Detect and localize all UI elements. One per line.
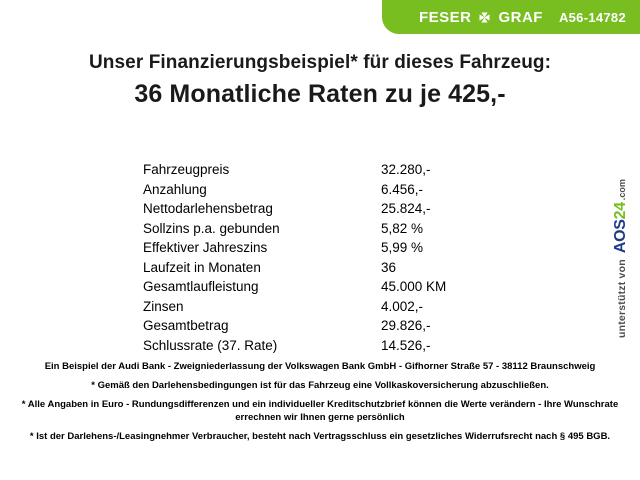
table-row [143,297,523,317]
clover-icon [477,10,492,25]
table-row [143,238,523,258]
table-row [143,258,523,278]
row-value: 25.824,- [381,201,431,216]
footer-line-4: * Ist der Darlehens-/Leasingnehmer Verbraucher, besteht nach Vertragsschluss ein gesetzliches Widerrufsrecht nach § 495 BGB. [29,431,611,442]
table-row [143,277,523,297]
row-value: 5,82 % [381,220,424,236]
sponsor-logo [612,202,630,253]
financing-table [143,160,523,355]
vehicle-id-badge: A56-14782 [558,9,626,25]
row-label: Effektiver Jahreszins [143,240,268,255]
row-label: Gesamtlaufleistung [143,279,259,294]
brand-word-graf: GRAF [498,8,543,26]
row-value: 5,99 % [381,240,424,255]
table-row [143,219,523,239]
row-label: Schlussrate (37. Rate) [143,337,278,353]
row-label: Gesamtbetrag [143,318,229,333]
row-value: 14.526,- [381,337,431,353]
row-label: Anzahlung [143,181,207,197]
row-value: 4.002,- [381,298,424,314]
footer-line-2: * Gemäß den Darlehensbedingungen ist für das Fahrzeug eine Vollkaskoversicherung abzuschließen. [91,380,549,391]
table-row [143,160,523,180]
sponsor-strip [608,148,638,338]
row-value: 29.826,- [381,318,431,333]
row-label: Sollzins p.a. gebunden [143,220,280,236]
table-row [143,199,523,219]
row-label: Fahrzeugpreis [143,162,230,177]
title-block [0,52,640,109]
row-value: 36 [381,259,397,275]
page-subtitle: Unser Finanzierungsbeispiel* für dieses Fahrzeug: [88,52,552,73]
row-value: 6.456,- [381,181,424,197]
footer-line-3: * Alle Angaben in Euro - Rundungsdifferenzen und ein individueller Kreditschutzbrief können die Werte verändern - Ihre Wunschrate errechnen wir Ihnen gerne persönlich [21,399,619,423]
page-title: 36 Monatliche Raten zu je 425,- [134,80,506,108]
table-row [143,336,523,356]
footer-disclaimer [18,360,622,443]
sponsor-logo-text: AOS [612,219,629,254]
table-row [143,180,523,200]
sponsor-label: unterstützt von [616,259,628,338]
row-value: 32.280,- [381,162,431,177]
brand-word-feser: FESER [418,8,472,26]
row-value: 45.000 KM [381,279,447,294]
brand-logo [419,9,543,26]
footer-line-1: Ein Beispiel der Audi Bank - Zweigniederlassung der Volkswagen Bank GmbH - Gifhorner Straße 57 - 38112 Braunschweig [44,361,596,372]
row-label: Nettodarlehensbetrag [143,201,273,216]
table-row [143,316,523,336]
row-label: Zinsen [143,298,184,314]
sponsor-logo-number: 24 [612,202,629,220]
row-label: Laufzeit in Monaten [143,259,261,275]
sponsor-domain: .com [617,179,627,201]
sponsor-inner [612,179,630,338]
header-bar [382,0,640,34]
